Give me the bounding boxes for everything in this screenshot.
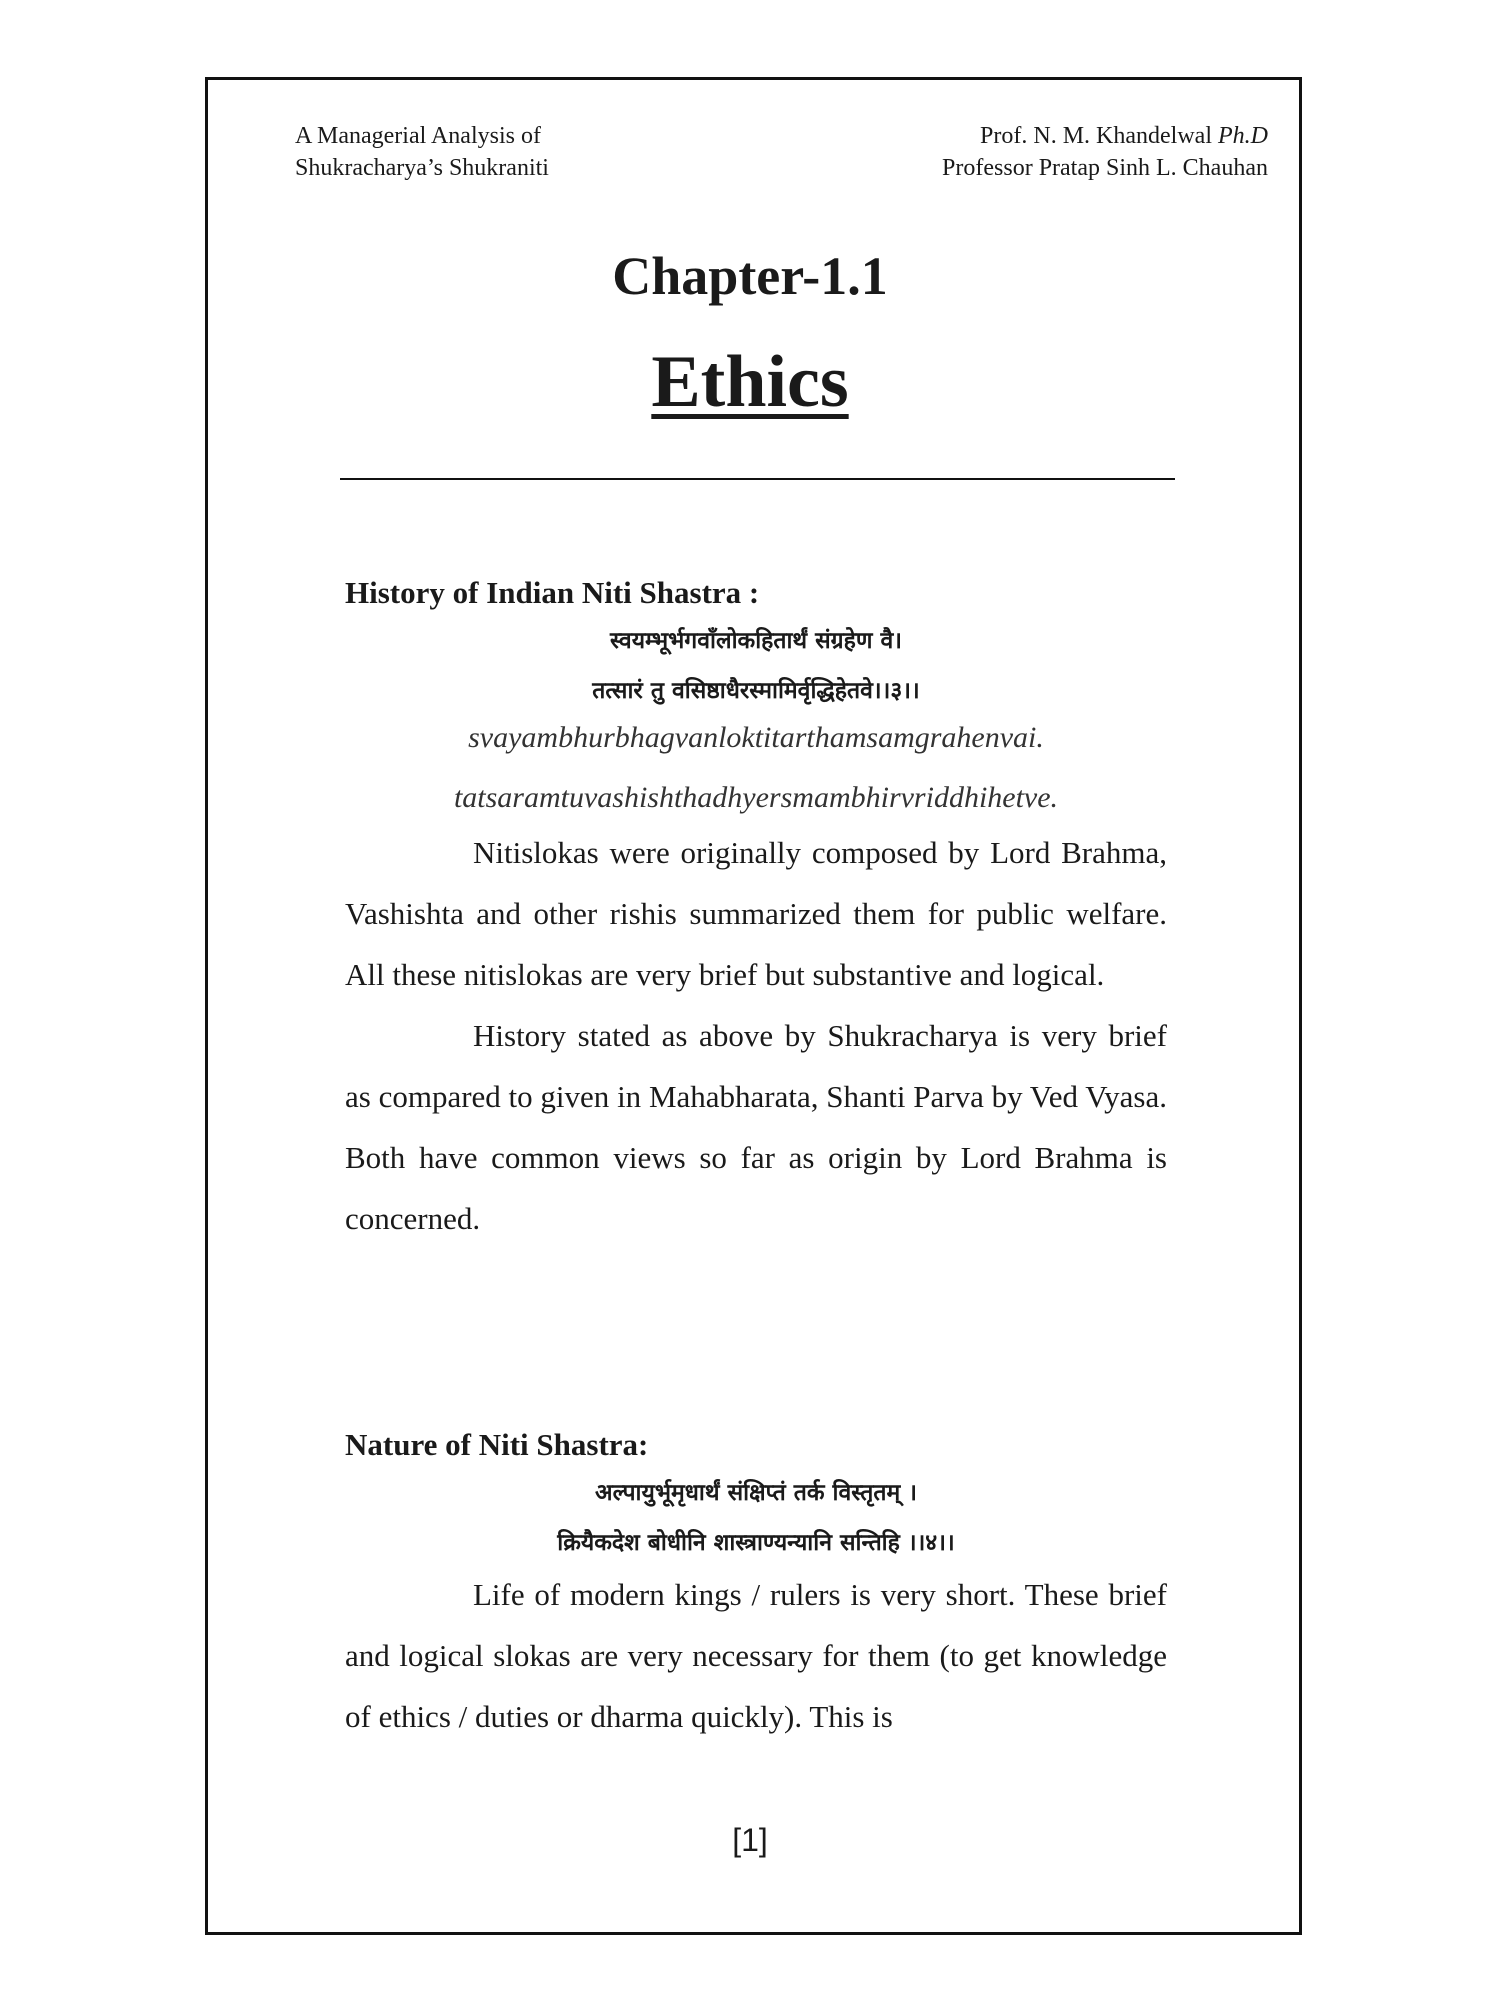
chapter-title-text: Ethics bbox=[651, 341, 849, 423]
sloka-4-line-2: क्रियैकदेश बोधीनि शास्त्राण्यन्यानि सन्तिहि ।।४।। bbox=[557, 1530, 955, 1556]
book-title-line-2: Shukracharya’s Shukraniti bbox=[295, 155, 549, 181]
author-line-2: Professor Pratap Sinh L. Chauhan bbox=[942, 155, 1268, 181]
author-degree: Ph.D bbox=[1218, 123, 1268, 149]
book-title-line-1: A Managerial Analysis of bbox=[295, 123, 541, 149]
section-heading-nature: Nature of Niti Shastra: bbox=[345, 1427, 649, 1462]
sloka-3-line-1: स्वयम्भूर्भगवाँलोकहितार्थं संग्रहेण वै। bbox=[609, 628, 903, 654]
paragraph-modern-kings: Life of modern kings / rulers is very short. These brief and logical slokas are very necessary for them (to get knowledge of ethics / duties or dharma quickly). This is bbox=[345, 1577, 1167, 1734]
running-head-left bbox=[295, 120, 549, 184]
sloka-4-line-1: अल्पायुर्भूमृधार्थं संक्षिप्तं तर्क विस्तृतम् । bbox=[595, 1480, 917, 1506]
author-line-1 bbox=[942, 120, 1268, 152]
page-number: [1] bbox=[732, 1822, 768, 1858]
section-heading-history: History of Indian Niti Shastra : bbox=[345, 575, 760, 610]
transliteration-line-2: tatsaramtuvashishthadhyersmambhirvriddhihetve. bbox=[453, 781, 1059, 814]
title-divider bbox=[340, 478, 1175, 480]
paragraph-history-comparison: History stated as above by Shukracharya is very brief as compared to given in Mahabharata, Shanti Parva by Ved Vyasa. Both have common views so far as origin by Lord Brahma is concerned. bbox=[345, 1018, 1167, 1236]
chapter-label: Chapter-1.1 bbox=[612, 246, 888, 306]
paragraph-nitislokas: Nitislokas were originally composed by Lord Brahma, Vashishta and other rishis summarized them for public welfare. All these nitislokas are very brief but substantive and logical. bbox=[345, 835, 1167, 992]
section-nature bbox=[345, 1425, 1167, 1747]
transliteration-line-1: svayambhurbhagvanloktitarthamsamgrahenvai. bbox=[468, 721, 1044, 754]
section-history bbox=[345, 573, 1167, 1249]
chapter-title bbox=[0, 341, 1500, 423]
sloka-3-line-2: तत्सारं तु वसिष्ठाधैरस्मामिर्वृद्धिहेतवे।।३।। bbox=[592, 678, 920, 704]
author-name: Prof. N. M. Khandelwal bbox=[980, 123, 1218, 149]
running-head-right bbox=[942, 120, 1268, 184]
